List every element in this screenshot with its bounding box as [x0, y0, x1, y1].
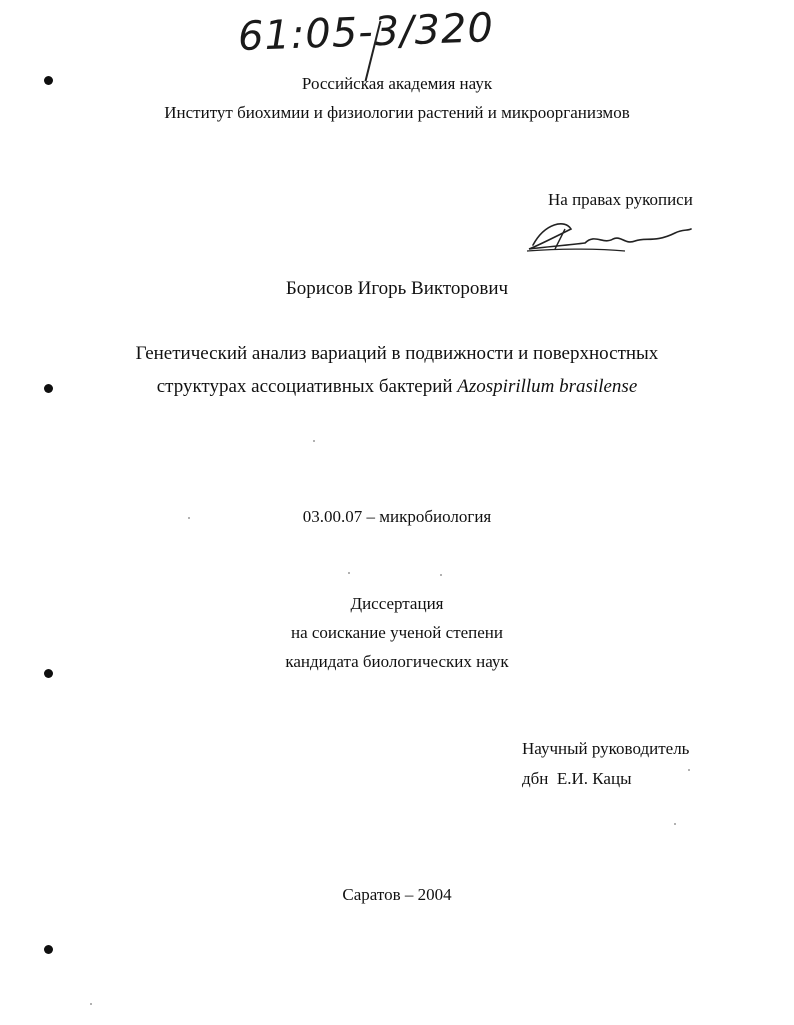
supervisor-label: Научный руководитель — [522, 739, 690, 758]
supervisor-name: дбн Е.И. Кацы — [522, 769, 632, 788]
title-line-2 — [0, 375, 794, 399]
archive-mark: 61:05-3/320 — [237, 5, 495, 60]
scan-speck — [688, 769, 690, 771]
dissertation-purpose: на соискание ученой степени — [290, 623, 504, 642]
scan-speck — [188, 517, 190, 519]
scan-speck — [348, 572, 350, 574]
binder-hole — [44, 945, 53, 954]
scan-speck — [90, 1003, 92, 1005]
place-year: Саратов – 2004 — [342, 885, 452, 904]
rights-note: На правах рукописи — [548, 190, 693, 209]
author-name: Борисов Игорь Викторович — [285, 278, 509, 299]
scan-speck — [674, 823, 676, 825]
institute-name: Институт биохимии и физиологии растений и микроорганизмов — [164, 103, 630, 122]
title-line-2-text: структурах ассоциативных бактерий — [156, 376, 458, 397]
scan-speck — [313, 440, 315, 442]
species-name: Azospirillum brasilense — [457, 376, 638, 397]
dissertation-degree: кандидата биологических наук — [285, 652, 509, 671]
academy-name: Российская академия наук — [301, 74, 493, 93]
title-line-1: Генетический анализ вариаций в подвижности и поверхностных — [135, 343, 659, 364]
specialty-code: 03.00.07 – микробиология — [302, 507, 492, 526]
dissertation-type: Диссертация — [350, 594, 444, 613]
signature — [525, 215, 695, 260]
scan-speck — [440, 574, 442, 576]
